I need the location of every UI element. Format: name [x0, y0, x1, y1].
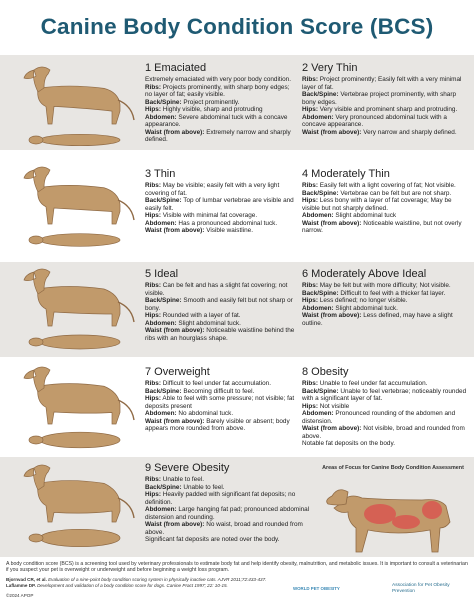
score-line: Back/Spine: Project prominently.	[145, 98, 240, 106]
score-line: Significant fat deposits are noted over the body.	[145, 536, 280, 543]
dog-top-body	[40, 529, 120, 546]
dog-top-body	[40, 234, 120, 247]
score-line: Abdomen: Pronounced rounding of the abdomen and distension.	[302, 410, 456, 425]
score-heading: 8 Obesity	[302, 366, 349, 378]
score-line: Abdomen: No abdominal tuck.	[145, 410, 234, 417]
dog-side-body	[38, 481, 120, 522]
dog-side-body	[38, 86, 120, 124]
dog-side-tail	[118, 100, 134, 120]
dog-illustration-row-5	[8, 458, 143, 552]
score-heading: 6 Moderately Above Ideal	[302, 268, 427, 280]
score-heading: 5 Ideal	[145, 268, 179, 280]
score-line: Ribs: Can be felt and has a slight fat covering; not visible.	[145, 282, 288, 297]
score-line: Abdomen: Slight abdominal tuck.	[145, 319, 241, 327]
score-line: Notable fat deposits on the body.	[302, 440, 395, 447]
score-block-6	[302, 268, 468, 327]
score-block-1	[145, 62, 295, 144]
score-line: Hips: Less defined; no longer visible.	[302, 297, 408, 304]
score-heading: 2 Very Thin	[302, 62, 358, 74]
score-line: Waist (from above): Barely visible or absent; body appears more rounded from above.	[145, 417, 290, 432]
score-line: Back/Spine: Smooth and easily felt but not sharp or bony.	[145, 297, 293, 312]
score-line: Back/Spine: Vertebrae project prominently, with sharp bony edges.	[302, 91, 457, 106]
dog-top-head	[29, 236, 43, 244]
copyright: ©2024 APOP	[6, 593, 34, 598]
score-block-9	[145, 462, 310, 544]
score-line: Ribs: Unable to feel.	[145, 476, 204, 483]
dog-side-tail	[118, 302, 134, 322]
dog-top-head	[29, 534, 43, 542]
dog-side-body	[38, 185, 120, 224]
score-heading: 3 Thin	[145, 168, 176, 180]
focus-title: Areas of Focus for Canine Body Condition Assessment	[322, 465, 464, 471]
page-title: Canine Body Condition Score (BCS)	[40, 14, 434, 39]
score-line: Waist (from above): Noticeable waistline, but not overly narrow.	[302, 219, 462, 234]
score-line: Hips: Very visible and prominent sharp and protruding.	[302, 106, 458, 113]
score-line: Abdomen: Slight abdominal tuck.	[302, 304, 398, 312]
score-line: Back/Spine: Becoming difficult to feel.	[145, 387, 255, 395]
focus-hips-area	[422, 501, 442, 519]
dog-side-tail	[118, 400, 134, 420]
dog-top-head	[29, 338, 43, 346]
score-line: Hips: Not visible	[302, 402, 350, 410]
footer-disclaimer: A body condition score (BCS) is a screening tool used by veterinary professionals to estimate body fat and help identify obesity, malnutrition, and metabolic issues. It is important to consult a veterinarian if you suspect your pet is overweight or underweight and before beginning a weight loss program.	[6, 561, 468, 574]
world-pet-obesity-logo: WORLD PET OBESITY	[293, 586, 340, 591]
dog-top-body	[40, 134, 120, 145]
score-line: Abdomen: Very pronounced abdominal tuck with a concave appearance.	[302, 113, 447, 128]
score-line: Ribs: Easily felt with a light covering of fat; Not visible.	[302, 182, 456, 189]
score-line: Hips: Visible with minimal fat coverage.	[145, 212, 258, 219]
score-line: Ribs: Unable to feel under fat accumulation.	[302, 380, 428, 387]
score-line: Ribs: Project prominently; Easily felt with a very minimal layer of fat.	[302, 76, 462, 91]
dog-side-tail	[118, 498, 134, 518]
score-line: Back/Spine: Vertebrae can be felt but are not sharp.	[302, 189, 452, 197]
score-line: Abdomen: Slight abdominal tuck	[302, 212, 397, 219]
dog-side-body	[38, 287, 120, 327]
focus-dog-head	[327, 490, 348, 505]
references	[6, 577, 266, 589]
dog-side-body	[38, 384, 120, 424]
score-line: Waist (from above): Not visible, broad and rounded from above.	[302, 425, 465, 440]
score-line: Abdomen: Severe abdominal tuck with a concave appearance.	[145, 113, 288, 128]
score-heading: 7 Overweight	[145, 366, 210, 378]
score-line: Ribs: Difficult to feel under fat accumulation.	[145, 380, 271, 387]
score-block-3	[145, 168, 295, 235]
score-line: Waist (from above): Visible waistline.	[145, 227, 253, 234]
score-line: Hips: Heavily padded with significant fat deposits; no definition.	[145, 491, 296, 506]
score-block-2	[302, 62, 468, 136]
dog-illustration-row-3	[8, 262, 143, 356]
focus-ribs-area	[364, 504, 396, 524]
score-line: Ribs: May be visible; easily felt with a very light covering of fat.	[145, 182, 280, 197]
score-line: Ribs: Projects prominently, with sharp bony edges; no layer of fat; easily visible.	[145, 83, 290, 98]
score-line: Waist (from above): Less defined, may have a slight outline.	[302, 312, 453, 327]
dog-illustration-row-1	[8, 60, 143, 154]
score-line: Abdomen: Large hanging fat pad; pronounced abdominal distension and rounding.	[145, 506, 310, 521]
score-line: Back/Spine: Top of lumbar vertebrae are visible and easily felt.	[145, 197, 294, 212]
score-line: Waist (from above): Noticeable waistline behind the ribs with an hourglass shape.	[145, 327, 295, 342]
apop-logo: Association for Pet Obesity Prevention	[392, 583, 450, 594]
score-line: Back/Spine: Unable to feel vertebrae; noticeably rounded with a significant layer of fat.	[302, 387, 467, 402]
dog-illustration-row-2	[8, 160, 143, 254]
score-line: Waist (from above): Extremely narrow and sharply defined.	[145, 128, 291, 143]
score-line: Ribs: May be felt but with more difficulty; Not visible.	[302, 282, 451, 289]
score-line: Abdomen: Has a pronounced abdominal tuck.	[145, 219, 278, 227]
dog-top-body	[40, 432, 120, 448]
score-block-7	[145, 366, 295, 433]
score-heading: 1 Emaciated	[145, 62, 207, 74]
dog-top-head	[29, 436, 43, 444]
score-heading: 4 Moderately Thin	[302, 168, 390, 180]
focus-abdomen-area	[392, 515, 420, 529]
score-line: Waist (from above): No waist, broad and rounded from above.	[145, 521, 303, 536]
score-block-8	[302, 366, 468, 448]
dog-illustration-row-4	[8, 360, 143, 454]
score-block-5	[145, 268, 295, 342]
score-line: Hips: Rounded with a layer of fat.	[145, 312, 241, 319]
score-line: Extremely emaciated with very poor body condition.	[145, 76, 291, 83]
dog-side-tail	[118, 200, 134, 220]
score-line: Back/Spine: Unable to feel.	[145, 483, 225, 491]
score-line: Hips: Highly visible, sharp and protruding	[145, 106, 263, 113]
score-line: Back/Spine: Difficult to feel with a thicker fat layer.	[302, 289, 446, 297]
reference-1: Bjornvad CR, et al. Evaluation of a nine-point body condition scoring system in physically inactive cats. AJVR 2011;72:433-437.	[6, 577, 267, 582]
dog-top-body	[40, 335, 120, 349]
score-heading: 9 Severe Obesity	[145, 462, 230, 474]
score-line: Waist (from above): Very narrow and sharply defined.	[302, 128, 457, 136]
score-block-4	[302, 168, 468, 235]
dog-top-head	[29, 136, 43, 144]
score-line: Hips: Able to feel with some pressure; not visible; fat deposits present	[145, 395, 295, 410]
reference-2: Laflamme DP. Development and validation of a body condition score for dogs. Canine Pract 1997; 22: 10-15.	[6, 583, 228, 588]
score-line: Hips: Less bony with a layer of fat coverage; May be visible but not sharply defined.	[302, 197, 452, 212]
focus-dog-illustration	[318, 478, 468, 556]
